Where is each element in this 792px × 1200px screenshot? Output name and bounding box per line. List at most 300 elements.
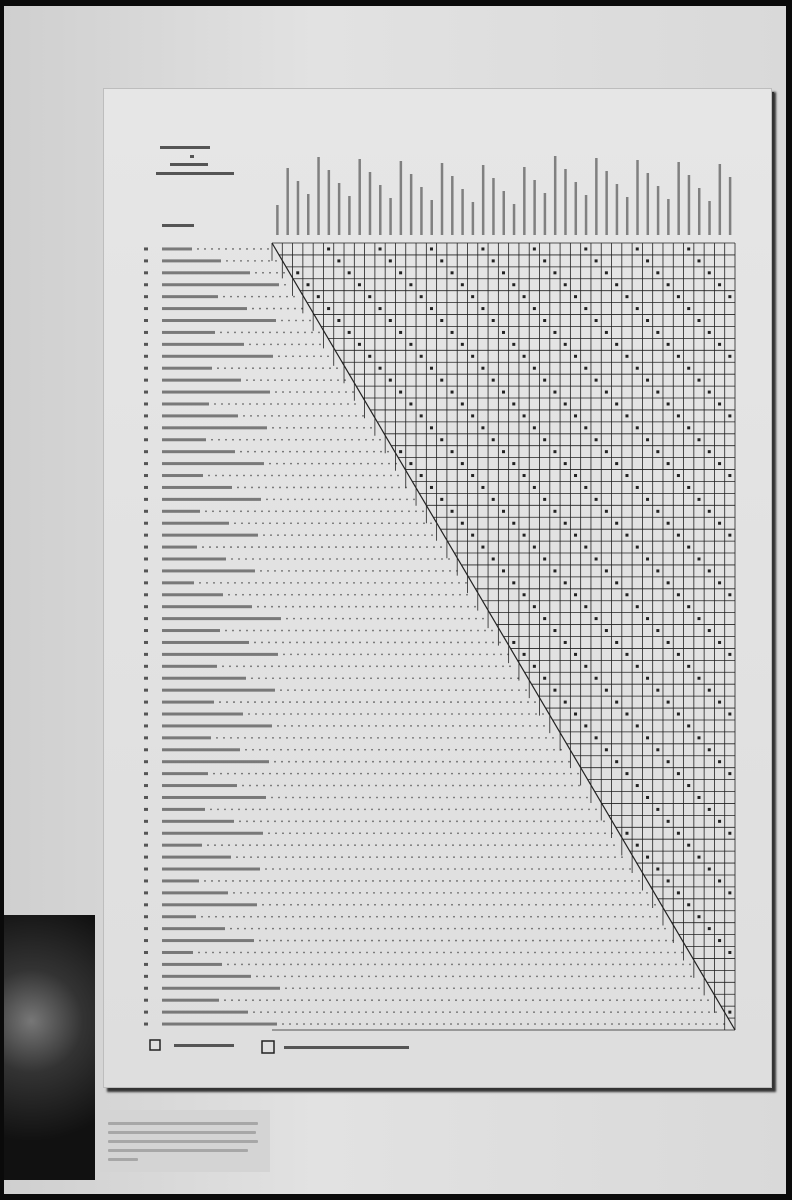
leader-dot	[428, 570, 430, 572]
leader-dot	[280, 367, 282, 369]
leader-dot	[586, 987, 588, 989]
leader-dot	[303, 391, 305, 393]
leader-dot	[341, 916, 343, 918]
leader-dot	[275, 892, 277, 894]
leader-dot	[339, 773, 341, 775]
leader-dot	[336, 367, 338, 369]
leader-dot	[319, 725, 321, 727]
leader-dot	[618, 892, 620, 894]
cell-mark	[440, 319, 443, 322]
leader-dot	[223, 296, 225, 298]
leader-dot	[512, 761, 514, 763]
leader-dot	[518, 749, 520, 751]
leader-dot	[527, 701, 529, 703]
leader-dot	[297, 904, 299, 906]
leader-dot	[424, 725, 426, 727]
column-header	[400, 161, 403, 235]
leader-dot	[288, 379, 290, 381]
leader-dot	[442, 630, 444, 632]
leader-dot	[310, 451, 312, 453]
cell-mark	[718, 760, 721, 763]
cell-mark	[492, 259, 495, 262]
leader-dot	[602, 940, 604, 942]
leader-dot	[420, 809, 422, 811]
leader-dot	[432, 856, 434, 858]
leader-dot	[635, 916, 637, 918]
cell-mark	[677, 713, 680, 716]
leader-dot	[478, 832, 480, 834]
leader-dot	[400, 630, 402, 632]
leader-dot	[555, 1023, 557, 1025]
leader-dot	[547, 1011, 549, 1013]
leader-dot	[415, 892, 417, 894]
leader-dot	[304, 964, 306, 966]
leader-dot	[570, 773, 572, 775]
leader-dot	[405, 618, 407, 620]
leader-dot	[230, 928, 232, 930]
leader-dot	[353, 713, 355, 715]
leader-dot	[260, 570, 262, 572]
leader-dot	[224, 999, 226, 1001]
leader-dot	[490, 999, 492, 1001]
cell-mark	[708, 331, 711, 334]
leader-dot	[289, 1023, 291, 1025]
leader-dot	[485, 832, 487, 834]
leader-dot	[274, 439, 276, 441]
leader-dot	[545, 928, 547, 930]
leader-dot	[488, 797, 490, 799]
leader-dot	[579, 916, 581, 918]
leader-dot	[330, 1011, 332, 1013]
leader-dot	[420, 558, 422, 560]
leader-dot	[365, 880, 367, 882]
leader-dot	[213, 582, 215, 584]
leader-dot	[268, 952, 270, 954]
leader-dot	[489, 737, 491, 739]
cell-mark	[656, 450, 659, 453]
leader-dot	[284, 975, 286, 977]
leader-dot	[345, 892, 347, 894]
leader-dot	[303, 952, 305, 954]
leader-dot	[501, 785, 503, 787]
leader-dot	[339, 713, 341, 715]
leader-dot	[361, 594, 363, 596]
column-header	[369, 172, 372, 235]
leader-dot	[635, 987, 637, 989]
leader-dot	[366, 892, 368, 894]
leader-dot	[591, 964, 593, 966]
leader-dot	[590, 832, 592, 834]
leader-dot	[401, 832, 403, 834]
leader-dot	[530, 856, 532, 858]
leader-dot	[457, 892, 459, 894]
row-label	[162, 963, 222, 966]
leader-dot	[240, 260, 242, 262]
leader-dot	[577, 773, 579, 775]
leader-dot	[341, 665, 343, 667]
leader-dot	[366, 1023, 368, 1025]
cell-mark	[574, 474, 577, 477]
leader-dot	[245, 999, 247, 1001]
leader-dot	[280, 749, 282, 751]
leader-dot	[496, 868, 498, 870]
leader-dot	[610, 1011, 612, 1013]
leader-dot	[423, 522, 425, 524]
leader-dot	[280, 689, 282, 691]
leader-dot	[614, 987, 616, 989]
leader-dot	[415, 701, 417, 703]
leader-dot	[512, 1011, 514, 1013]
leader-dot	[354, 785, 356, 787]
leader-dot	[426, 618, 428, 620]
leader-dot	[236, 856, 238, 858]
leader-dot	[615, 868, 617, 870]
leader-dot	[357, 689, 359, 691]
row-number	[144, 557, 148, 560]
leader-dot	[456, 880, 458, 882]
leader-dot	[382, 725, 384, 727]
leader-dot	[329, 940, 331, 942]
leader-dot	[360, 773, 362, 775]
leader-dot	[302, 379, 304, 381]
leader-dot	[511, 749, 513, 751]
leader-dot	[486, 904, 488, 906]
cell-mark	[533, 247, 536, 250]
leader-dot	[418, 797, 420, 799]
leader-dot	[254, 451, 256, 453]
leader-dot	[587, 928, 589, 930]
column-header	[708, 201, 711, 235]
leader-dot	[582, 880, 584, 882]
leader-dot	[364, 749, 366, 751]
leader-dot	[322, 809, 324, 811]
row-label	[162, 724, 272, 727]
leader-dot	[304, 773, 306, 775]
leader-dot	[292, 606, 294, 608]
leader-dot	[246, 379, 248, 381]
row-label	[162, 331, 215, 334]
cell-mark	[605, 689, 608, 692]
row-number	[144, 510, 148, 513]
leader-dot	[264, 415, 266, 417]
leader-dot	[262, 964, 264, 966]
leader-dot	[314, 928, 316, 930]
leader-dot	[625, 892, 627, 894]
leader-dot	[297, 332, 299, 334]
leader-dot	[370, 427, 372, 429]
leader-dot	[287, 558, 289, 560]
leader-dot	[489, 868, 491, 870]
leader-dot	[367, 773, 369, 775]
leader-dot	[509, 987, 511, 989]
cell-mark	[543, 677, 546, 680]
leader-dot	[389, 785, 391, 787]
cell-mark	[553, 391, 556, 394]
leader-dot	[302, 439, 304, 441]
leader-dot	[395, 773, 397, 775]
leader-dot	[370, 546, 372, 548]
leader-dot	[543, 975, 545, 977]
leader-dot	[304, 522, 306, 524]
leader-dot	[474, 856, 476, 858]
leader-dot	[348, 856, 350, 858]
leader-dot	[204, 880, 206, 882]
leader-dot	[593, 916, 595, 918]
leader-dot	[429, 952, 431, 954]
leader-dot	[346, 653, 348, 655]
leader-dot	[452, 975, 454, 977]
leader-dot	[427, 749, 429, 751]
leader-dot	[449, 761, 451, 763]
cell-mark	[379, 247, 382, 250]
leader-dot	[536, 844, 538, 846]
leader-dot	[656, 916, 658, 918]
leader-dot	[351, 630, 353, 632]
leader-dot	[239, 880, 241, 882]
leader-dot	[650, 928, 652, 930]
leader-dot	[402, 713, 404, 715]
cell-mark	[595, 677, 598, 680]
leader-dot	[346, 522, 348, 524]
cell-mark	[667, 701, 670, 704]
cell-mark	[636, 784, 639, 787]
leader-dot	[273, 809, 275, 811]
row-number	[144, 724, 148, 727]
cell-mark	[512, 462, 515, 465]
leader-dot	[352, 510, 354, 512]
leader-dot	[308, 689, 310, 691]
leader-dot	[449, 880, 451, 882]
leader-dot	[298, 975, 300, 977]
leader-dot	[293, 427, 295, 429]
row-label	[162, 796, 266, 799]
leader-dot	[349, 487, 351, 489]
leader-dot	[249, 343, 251, 345]
leader-dot	[294, 498, 296, 500]
leader-dot	[261, 952, 263, 954]
leader-dot	[677, 987, 679, 989]
leader-dot	[307, 487, 309, 489]
leader-dot	[309, 820, 311, 822]
leader-dot	[345, 642, 347, 644]
leader-dot	[452, 785, 454, 787]
leader-dot	[669, 975, 671, 977]
leader-dot	[550, 844, 552, 846]
leader-dot	[683, 975, 685, 977]
cell-mark	[564, 402, 567, 405]
row-number	[144, 283, 148, 286]
leader-dot	[408, 952, 410, 954]
leader-dot	[594, 928, 596, 930]
leader-dot	[628, 916, 630, 918]
leader-dot	[684, 987, 686, 989]
leader-dot	[323, 570, 325, 572]
cell-mark	[533, 546, 536, 549]
leader-dot	[357, 749, 359, 751]
leader-dot	[281, 880, 283, 882]
column-header	[647, 173, 650, 235]
leader-dot	[479, 653, 481, 655]
leader-dot	[284, 785, 286, 787]
leader-dot	[553, 809, 555, 811]
leader-dot	[426, 928, 428, 930]
cell-mark	[728, 653, 731, 656]
leader-dot	[331, 391, 333, 393]
leader-dot	[436, 701, 438, 703]
leader-dot	[293, 546, 295, 548]
leader-dot	[332, 773, 334, 775]
leader-dot	[282, 510, 284, 512]
leader-dot	[337, 1011, 339, 1013]
leader-dot	[397, 797, 399, 799]
leader-dot	[401, 892, 403, 894]
leader-dot	[373, 451, 375, 453]
leader-dot	[340, 785, 342, 787]
leader-dot	[442, 820, 444, 822]
leader-dot	[595, 809, 597, 811]
leader-dot	[265, 677, 267, 679]
leader-dot	[212, 510, 214, 512]
leader-dot	[396, 534, 398, 536]
leader-dot	[527, 952, 529, 954]
leader-dot	[606, 975, 608, 977]
leader-dot	[254, 701, 256, 703]
leader-dot	[613, 844, 615, 846]
cell-mark	[533, 486, 536, 489]
leader-dot	[459, 725, 461, 727]
leader-dot	[335, 737, 337, 739]
leader-dot	[312, 594, 314, 596]
leader-dot	[438, 785, 440, 787]
leader-dot	[557, 975, 559, 977]
leader-dot	[448, 809, 450, 811]
leader-dot	[467, 665, 469, 667]
leader-dot	[221, 844, 223, 846]
leader-dot	[570, 964, 572, 966]
cell-mark	[697, 379, 700, 382]
leader-dot	[323, 820, 325, 822]
leader-dot	[609, 999, 611, 1001]
leader-dot	[279, 546, 281, 548]
leader-dot	[289, 892, 291, 894]
leader-dot	[687, 1011, 689, 1013]
row-number	[144, 498, 148, 501]
leader-dot	[465, 582, 467, 584]
leader-dot	[548, 892, 550, 894]
leader-dot	[296, 701, 298, 703]
leader-dot	[408, 832, 410, 834]
leader-dot	[362, 856, 364, 858]
leader-dot	[410, 594, 412, 596]
leader-dot	[247, 451, 249, 453]
leader-dot	[276, 332, 278, 334]
leader-dot	[475, 677, 477, 679]
cell-mark	[667, 402, 670, 405]
leader-dot	[607, 916, 609, 918]
leader-dot	[243, 415, 245, 417]
leader-dot	[249, 403, 251, 405]
leader-dot	[405, 677, 407, 679]
leader-dot	[336, 689, 338, 691]
leader-dot	[336, 558, 338, 560]
leader-dot	[451, 582, 453, 584]
leader-dot	[288, 320, 290, 322]
leader-dot	[294, 749, 296, 751]
row-label	[162, 450, 235, 453]
leader-dot	[303, 892, 305, 894]
leader-dot	[539, 809, 541, 811]
leader-dot	[337, 630, 339, 632]
leader-dot	[492, 701, 494, 703]
leader-dot	[536, 785, 538, 787]
leader-dot	[241, 522, 243, 524]
leader-dot	[480, 844, 482, 846]
leader-dot	[404, 606, 406, 608]
row-number	[144, 927, 148, 930]
leader-dot	[482, 677, 484, 679]
cell-mark	[615, 343, 618, 346]
leader-dot	[597, 832, 599, 834]
cell-mark	[718, 939, 721, 942]
leader-dot	[260, 630, 262, 632]
leader-dot	[555, 952, 557, 954]
row-label	[162, 951, 193, 954]
leader-dot	[287, 498, 289, 500]
leader-dot	[522, 725, 524, 727]
cell-mark	[327, 247, 330, 250]
row-label	[162, 1011, 248, 1014]
cell-mark	[543, 438, 546, 441]
leader-dot	[381, 522, 383, 524]
leader-dot	[393, 630, 395, 632]
leader-dot	[468, 868, 470, 870]
leader-dot	[347, 534, 349, 536]
leader-dot	[320, 665, 322, 667]
row-number	[144, 641, 148, 644]
leader-dot	[467, 856, 469, 858]
leader-dot	[344, 439, 346, 441]
leader-dot	[322, 749, 324, 751]
leader-dot	[250, 415, 252, 417]
leader-dot	[322, 367, 324, 369]
leader-dot	[275, 701, 277, 703]
leader-dot	[438, 725, 440, 727]
leader-dot	[642, 987, 644, 989]
leader-dot	[315, 809, 317, 811]
leader-dot	[382, 534, 384, 536]
leader-dot	[263, 403, 265, 405]
cell-mark	[656, 868, 659, 871]
leader-dot	[504, 999, 506, 1001]
leader-dot	[358, 880, 360, 882]
leader-dot	[506, 952, 508, 954]
leader-dot	[453, 987, 455, 989]
leader-dot	[610, 880, 612, 882]
leader-dot	[289, 701, 291, 703]
leader-dot	[387, 701, 389, 703]
leader-dot	[303, 701, 305, 703]
leader-dot	[287, 809, 289, 811]
cell-mark	[399, 271, 402, 274]
leader-dot	[230, 296, 232, 298]
leader-dot	[403, 785, 405, 787]
leader-dot	[279, 677, 281, 679]
leader-dot	[438, 975, 440, 977]
leader-dot	[627, 975, 629, 977]
leader-dot	[326, 975, 328, 977]
leader-dot	[296, 832, 298, 834]
leader-dot	[371, 749, 373, 751]
